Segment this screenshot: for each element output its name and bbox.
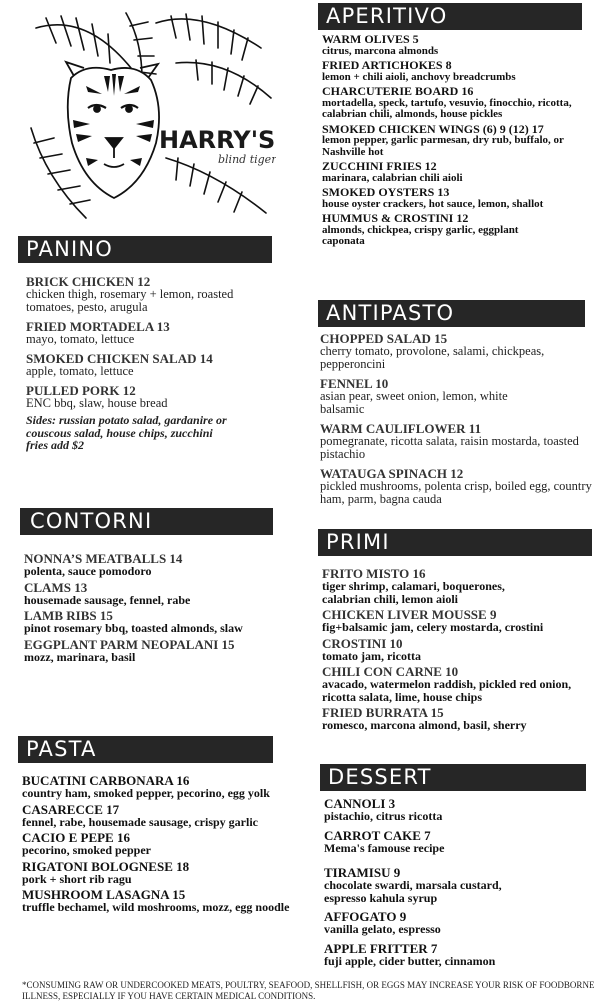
item-desc: housemade sausage, fennel, rabe xyxy=(24,592,191,607)
menu-item xyxy=(22,803,292,829)
item-name: CACIO E PEPE 16 xyxy=(22,830,130,845)
menu-item xyxy=(24,552,276,578)
item-name: CANNOLI 3 xyxy=(324,796,396,811)
aperitivo-section xyxy=(322,33,592,248)
primi-section xyxy=(322,567,592,732)
menu-item xyxy=(322,637,592,663)
menu-item xyxy=(322,123,592,159)
panino-section xyxy=(26,275,276,452)
item-desc: citrus, marcona almonds xyxy=(322,44,439,57)
menu-item xyxy=(322,608,592,634)
harrys-logo xyxy=(26,8,276,224)
item-name: WARM OLIVES 5 xyxy=(322,32,419,46)
menu-item xyxy=(322,59,592,83)
menu-item xyxy=(322,665,592,703)
item-desc: fuji apple, cider butter, cinnamon xyxy=(324,953,496,968)
menu-item xyxy=(22,888,292,914)
menu-item xyxy=(320,422,592,461)
menu-item xyxy=(24,581,276,607)
menu-item xyxy=(22,831,292,857)
antipasto-header: ANTIPASTO xyxy=(318,300,585,327)
item-desc: mozz, marinara, basil xyxy=(24,649,136,664)
item-desc: pinot rosemary bbq, toasted almonds, slaw xyxy=(24,621,243,635)
menu-item xyxy=(322,567,592,605)
item-name: WARM CAULIFLOWER 11 xyxy=(320,421,482,436)
item-desc: tiger shrimp, calamari, boquerones, calabrian chili, lemon aioli xyxy=(322,579,505,606)
menu-item xyxy=(320,467,592,506)
menu-item xyxy=(322,85,592,121)
menu-item xyxy=(324,910,592,936)
item-desc: mayo, tomato, lettuce xyxy=(26,332,135,346)
item-name: CHARCUTERIE BOARD 16 xyxy=(322,84,474,98)
item-name: CHICKEN LIVER MOUSSE 9 xyxy=(322,607,497,622)
logo-tagline: blind tiger xyxy=(218,153,276,166)
item-name: PULLED PORK 12 xyxy=(26,383,136,398)
item-desc: pork + short rib ragu xyxy=(22,871,132,886)
dessert-section xyxy=(324,797,592,967)
menu-item xyxy=(322,212,592,248)
item-desc: fig+balsamic jam, celery mostarda, crostini xyxy=(322,620,544,634)
item-name: WATAUGA SPINACH 12 xyxy=(320,466,464,481)
item-name: FRIED ARTICHOKES 8 xyxy=(322,58,452,72)
menu-item xyxy=(24,609,276,635)
item-name: TIRAMISU 9 xyxy=(324,865,401,880)
item-name: EGGPLANT PARM NEOPALANI 15 xyxy=(24,636,235,652)
item-name: CROSTINI 10 xyxy=(322,635,403,651)
sides-note: Sides: russian potato salad, gardanire or couscous salad, house chips, zucchini fries add $2 xyxy=(26,413,227,452)
item-desc: country ham, smoked pepper, pecorino, egg yolk xyxy=(22,786,270,800)
item-desc: fennel, rabe, housemade sausage, crispy garlic xyxy=(22,814,258,829)
menu-item xyxy=(320,377,592,416)
item-desc: house oyster crackers, hot sauce, lemon, shallot xyxy=(322,197,544,210)
item-desc: avacado, watermelon raddish, pickled red onion, ricotta salata, lime, house chips xyxy=(322,677,572,704)
item-desc: pomegranate, ricotta salata, raisin mostarda, toasted pistachio xyxy=(320,434,579,461)
dessert-header: DESSERT xyxy=(320,764,586,791)
item-desc: asian pear, sweet onion, lemon, white balsamic xyxy=(320,389,508,416)
menu-item xyxy=(324,797,592,823)
item-name: FRIED BURRATA 15 xyxy=(322,705,444,720)
panino-header: PANINO xyxy=(18,236,272,263)
item-desc: apple, tomato, lettuce xyxy=(26,364,134,378)
contorni-section xyxy=(24,552,276,663)
item-name: FRITO MISTO 16 xyxy=(322,566,426,581)
item-desc: Mema's famouse recipe xyxy=(324,840,445,855)
item-desc: truffle bechamel, wild moshrooms, mozz, egg noodle xyxy=(22,900,290,914)
item-desc: pecorino, smoked pepper xyxy=(22,843,151,857)
menu-item xyxy=(322,160,592,184)
item-name: FENNEL 10 xyxy=(320,376,389,391)
menu-item xyxy=(22,860,292,886)
item-name: CASARECCE 17 xyxy=(22,801,120,817)
menu-item xyxy=(24,638,276,664)
item-desc: pickled mushrooms, polenta crisp, boiled egg, country ham, parm, bagna cauda xyxy=(320,479,592,506)
item-name: MUSHROOM LASAGNA 15 xyxy=(22,887,186,902)
item-name: RIGATONI BOLOGNESE 18 xyxy=(22,858,190,874)
menu-item xyxy=(324,942,592,968)
item-desc: mortadella, speck, tartufo, vesuvio, finocchio, ricotta, calabrian chili, almonds, house pickles xyxy=(322,96,572,120)
item-name: FRIED MORTADELA 13 xyxy=(26,319,170,334)
item-name: HUMMUS & CROSTINI 12 xyxy=(322,211,469,225)
item-name: BRICK CHICKEN 12 xyxy=(26,274,151,289)
item-desc: almonds, chickpea, crispy garlic, eggplant caponata xyxy=(322,223,519,247)
pasta-header: PASTA xyxy=(18,736,273,763)
contorni-header: CONTORNI xyxy=(20,508,273,535)
menu-item xyxy=(26,352,276,378)
item-name: SMOKED CHICKEN WINGS (6) 9 (12) 17 xyxy=(322,121,544,136)
menu-item xyxy=(322,706,592,732)
item-name: CHOPPED SALAD 15 xyxy=(320,331,448,346)
item-name: CARROT CAKE 7 xyxy=(324,827,431,843)
item-name: SMOKED CHICKEN SALAD 14 xyxy=(26,351,213,366)
item-name: CLAMS 13 xyxy=(24,579,88,595)
pasta-section xyxy=(22,774,292,914)
menu-item xyxy=(322,186,592,210)
item-desc: lemon + chili aioli, anchovy breadcrumbs xyxy=(322,70,516,83)
item-desc: tomato jam, ricotta xyxy=(322,648,421,663)
menu-item xyxy=(324,829,592,855)
menu-item xyxy=(26,320,276,346)
antipasto-section xyxy=(320,332,592,506)
item-name: BUCATINI CARBONARA 16 xyxy=(22,773,190,788)
item-desc: chocolate swardi, marsala custard, espresso kahula syrup xyxy=(324,878,502,905)
logo-name: HARRY'S xyxy=(159,126,276,154)
item-desc: vanilla gelato, espresso xyxy=(324,922,441,936)
menu-item xyxy=(22,774,292,800)
item-desc: marinara, calabrian chili aioli xyxy=(322,171,463,184)
item-desc: cherry tomato, provolone, salami, chickpeas, pepperoncini xyxy=(320,344,545,371)
item-name: NONNA’S MEATBALLS 14 xyxy=(24,551,183,566)
item-name: LAMB RIBS 15 xyxy=(24,608,113,623)
menu-item xyxy=(322,33,592,57)
item-desc: ENC bbq, slaw, house bread xyxy=(26,396,168,410)
tiger-jungle-illustration xyxy=(26,8,276,224)
item-name: AFFOGATO 9 xyxy=(324,909,407,924)
item-name: SMOKED OYSTERS 13 xyxy=(322,185,450,199)
item-desc: pistachio, citrus ricotta xyxy=(324,809,443,823)
aperitivo-header: APERITIVO xyxy=(318,3,582,30)
item-desc: chicken thigh, rosemary + lemon, roasted tomatoes, pesto, arugula xyxy=(26,287,234,314)
primi-header: PRIMI xyxy=(318,529,592,556)
item-name: APPLE FRITTER 7 xyxy=(324,940,438,956)
item-desc: polenta, sauce pomodoro xyxy=(24,564,152,578)
raw-food-disclaimer: *CONSUMING RAW OR UNDERCOOKED MEATS, POULTRY, SEAFOOD, SHELLFISH, OR EGGS MAY INCREASE YOUR RISK OF FOODBORNE ILLNESS, ESPECIALLY IF YOU HAVE CERTAIN MEDICAL CONDITIONS. xyxy=(22,980,595,1001)
menu-item xyxy=(26,384,276,410)
menu-item xyxy=(26,275,276,314)
item-desc: lemon pepper, garlic parmesan, dry rub, buffalo, or Nashville hot xyxy=(322,134,564,158)
menu-item xyxy=(320,332,592,371)
item-name: ZUCCHINI FRIES 12 xyxy=(322,159,437,173)
item-name: CHILI CON CARNE 10 xyxy=(322,664,459,679)
item-desc: romesco, marcona almond, basil, sherry xyxy=(322,718,527,732)
menu-item xyxy=(324,866,592,904)
